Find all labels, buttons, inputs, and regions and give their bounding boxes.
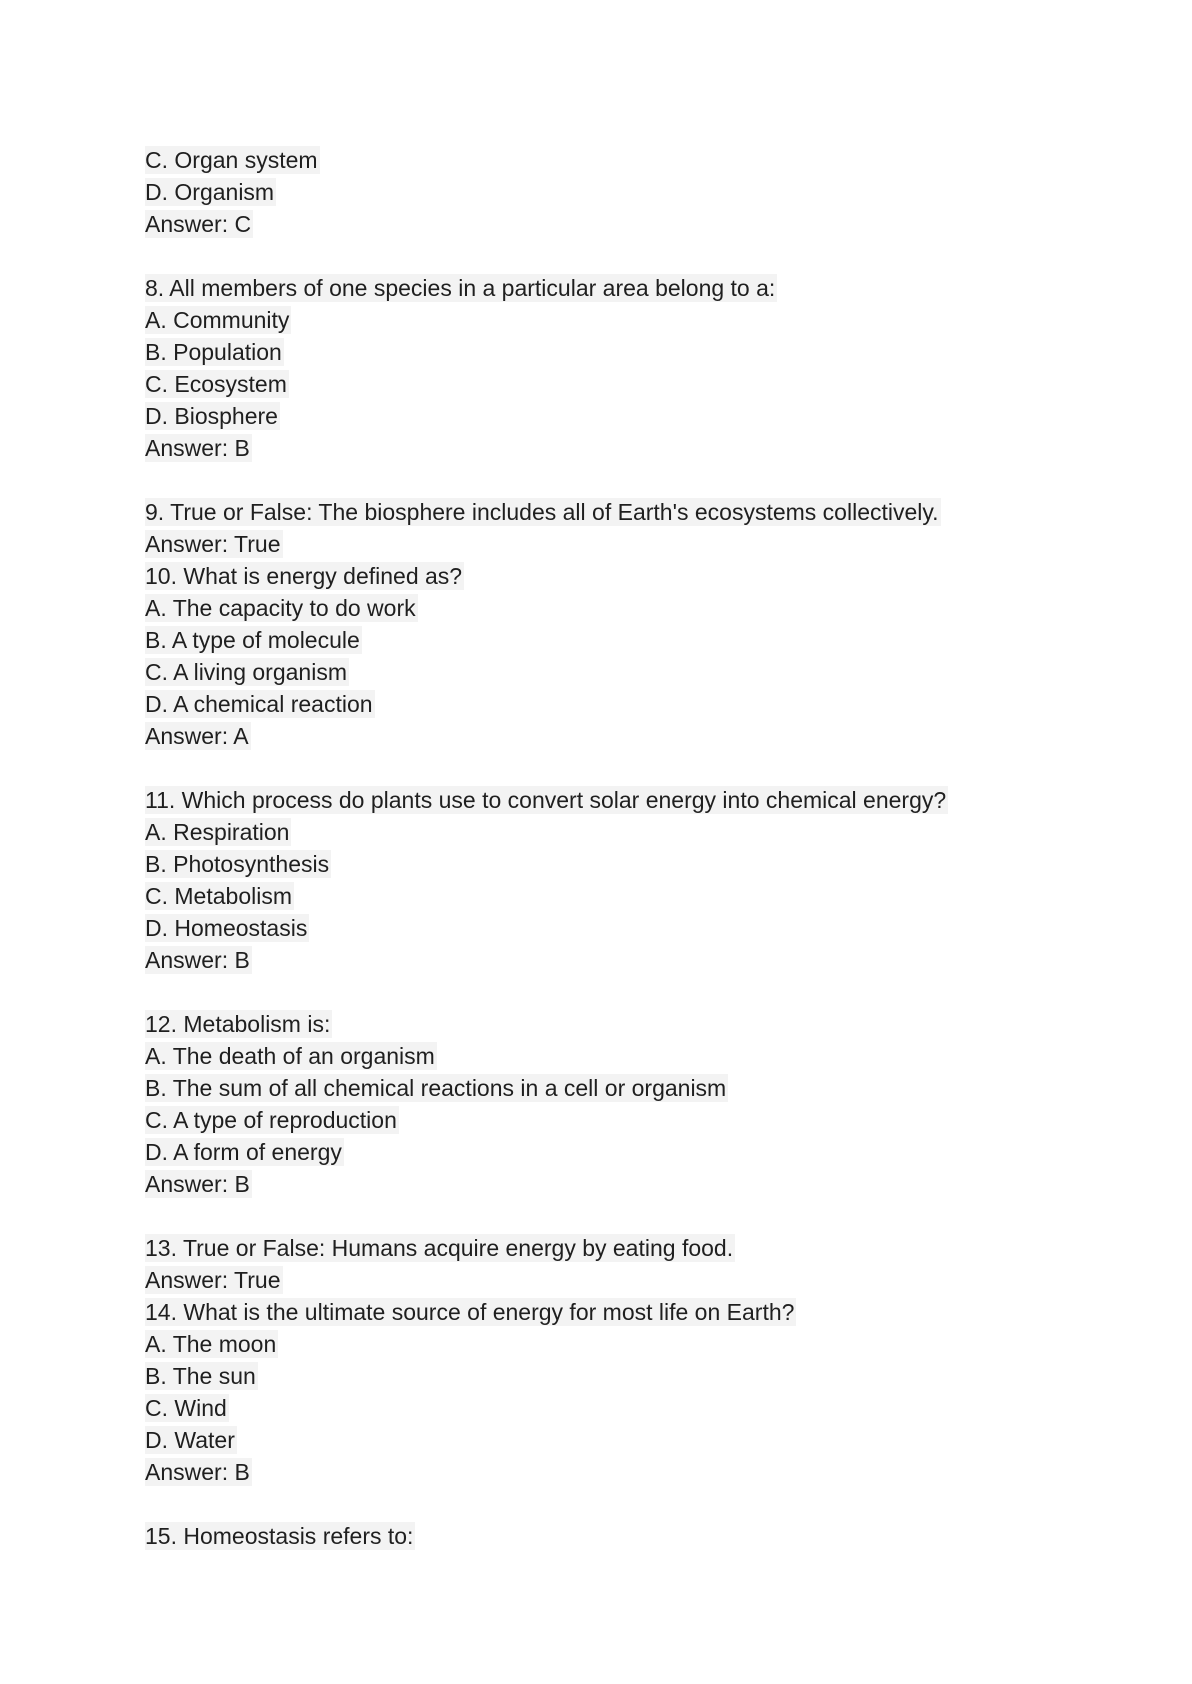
option-line: D. A chemical reaction: [145, 691, 373, 717]
question-line: 8. All members of one species in a particular area belong to a:: [145, 275, 776, 301]
option-line: D. Organism: [145, 179, 275, 205]
option-line: D. Biosphere: [145, 403, 278, 429]
answer-line: Answer: True: [145, 531, 281, 557]
blank-line: [145, 976, 1045, 1008]
question-line: 10. What is energy defined as?: [145, 563, 463, 589]
answer-line: Answer: C: [145, 211, 252, 237]
question-line: 15. Homeostasis refers to:: [145, 1523, 414, 1549]
option-line: C. Metabolism: [145, 883, 292, 909]
option-line: B. The sum of all chemical reactions in a cell or organism: [145, 1075, 727, 1101]
question-line: 11. Which process do plants use to convert solar energy into chemical energy?: [145, 787, 947, 813]
answer-line: Answer: B: [145, 435, 250, 461]
blank-line: [145, 752, 1045, 784]
option-line: C. A type of reproduction: [145, 1107, 397, 1133]
option-line: C. A living organism: [145, 659, 347, 685]
blank-line: [145, 1488, 1045, 1520]
answer-line: Answer: B: [145, 1171, 250, 1197]
question-line: 14. What is the ultimate source of energy for most life on Earth?: [145, 1299, 795, 1325]
option-line: C. Wind: [145, 1395, 227, 1421]
option-line: B. A type of molecule: [145, 627, 360, 653]
answer-line: Answer: B: [145, 1459, 250, 1485]
option-line: A. The capacity to do work: [145, 595, 416, 621]
answer-line: Answer: B: [145, 947, 250, 973]
option-line: D. Homeostasis: [145, 915, 308, 941]
question-line: 9. True or False: The biosphere includes all of Earth's ecosystems collectively.: [145, 499, 939, 525]
option-line: C. Organ system: [145, 147, 318, 173]
option-line: D. A form of energy: [145, 1139, 342, 1165]
answer-line: Answer: A: [145, 723, 249, 749]
answer-line: Answer: True: [145, 1267, 281, 1293]
question-line: 12. Metabolism is:: [145, 1011, 331, 1037]
option-line: B. The sun: [145, 1363, 256, 1389]
option-line: C. Ecosystem: [145, 371, 287, 397]
quiz-text-block: [145, 144, 1045, 1552]
option-line: B. Photosynthesis: [145, 851, 330, 877]
option-line: A. The moon: [145, 1331, 277, 1357]
blank-line: [145, 1200, 1045, 1232]
option-line: A. The death of an organism: [145, 1043, 435, 1069]
question-line: 13. True or False: Humans acquire energy by eating food.: [145, 1235, 734, 1261]
option-line: A. Respiration: [145, 819, 290, 845]
option-line: D. Water: [145, 1427, 235, 1453]
option-line: B. Population: [145, 339, 282, 365]
blank-line: [145, 464, 1045, 496]
option-line: A. Community: [145, 307, 290, 333]
blank-line: [145, 240, 1045, 272]
